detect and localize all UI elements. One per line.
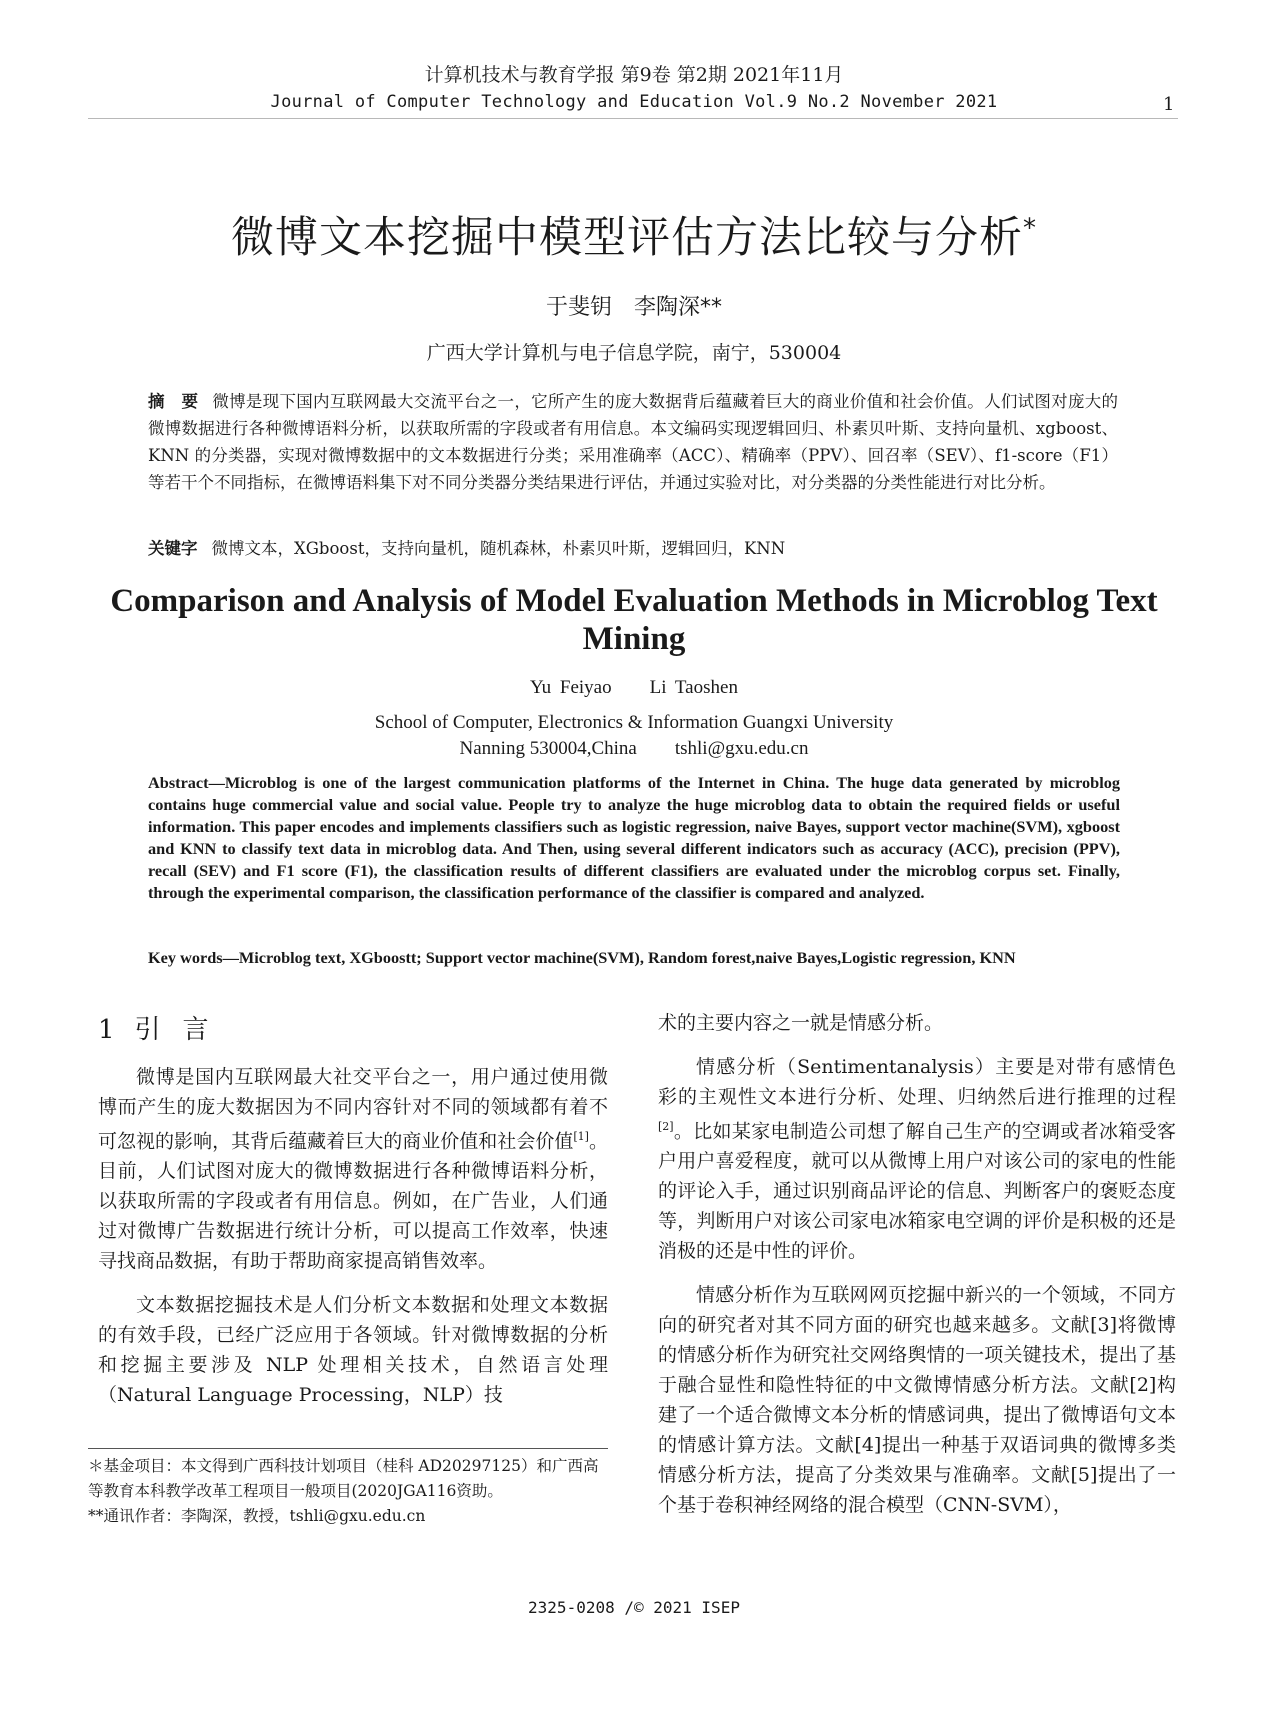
citation-ref: [2] — [658, 1120, 674, 1133]
keywords-cn-text: 微博文本，XGboost，支持向量机，随机森林，朴素贝叶斯，逻辑回归，KNN — [211, 539, 786, 558]
keywords-en: Key words—Microblog text, XGboostt; Support vector machine(SVM), Random forest,naive Bayes,Logistic regression, KNN — [148, 948, 1016, 967]
citation-ref: [1] — [573, 1130, 589, 1143]
body-left-column — [98, 1010, 608, 1424]
abstract-cn-text: 微博是现下国内互联网最大交流平台之一，它所产生的庞大数据背后蕴藏着巨大的商业价值和社会价值。人们试图对庞大的微博数据进行各种微博语料分析，以获取所需的字段或者有用信息。本文编码实现逻辑回归、朴素贝叶斯、支持向量机、xgboost、KNN 的分类器，实现对微博数据中的文本数据进行分类；采用准确率（ACC）、精确率（PPV）、回召率（SEV）、f1-score（F1）等若干个不同指标，在微博语料集下对不同分类器分类结果进行评估，并通过实验对比，对分类器的分类性能进行对比分析。 — [148, 392, 1119, 492]
paragraph-continued: 术的主要内容之一就是情感分析。 — [658, 1012, 944, 1034]
header-divider — [88, 118, 1178, 119]
paper-title-en: Comparison and Analysis of Model Evaluation Methods in Microblog Text Mining — [110, 583, 1158, 657]
abstract-cn-label: 摘 要 — [148, 392, 199, 411]
footnote-divider — [88, 1448, 608, 1449]
section-heading — [98, 1010, 608, 1050]
journal-header-en: Journal of Computer Technology and Education Vol.9 No.2 November 2021 — [270, 92, 998, 112]
page-number: 1 — [1163, 94, 1175, 115]
section-title: 引言 — [134, 1015, 231, 1045]
affiliation-en-line2: Nanning 530004,China tshli@gxu.edu.cn — [459, 738, 809, 759]
paragraph: 情感分析（Sentimentanalysis）主要是对带有感情色彩的主观性文本进行分析、处理、归纳然后进行推理的过程[2]。比如某家电制造公司想了解自己生产的空调或者冰箱受客户用户喜爱程度，就可以从微博上用户对该公司的家电的性能的评论入手，通过识别商品评论的信息、判断客户的褒贬态度等，判断用户对该公司家电冰箱家电空调的评价是积极的还是消极的还是中性的评价。 — [658, 1056, 1176, 1263]
title-footnote-mark: * — [1023, 213, 1037, 244]
footnotes — [88, 1454, 610, 1529]
keywords-cn-label: 关键字 — [148, 539, 198, 558]
abstract-en: Abstract—Microblog is one of the largest communication platforms of the Internet in China. The huge data generated by microblog contains huge commercial value and social value. People try to analyze the huge microblog data to obtain the required fields or useful information. This paper encodes and implements classifiers such as logistic regression, naive Bayes, support vector machine(SVM), xgboost and KNN to classify text data in microblog data. And Then, using several different indicators such as accuracy (ACC), precision (PPV), recall (SEV) and F1 score (F1), the classification results of different classifiers are evaluated under the microblog corpus set. Finally, through the experimental comparison, the classification performance of the classifier is compared and analyzed. — [148, 773, 1120, 902]
authors-cn: 于斐钥 李陶深** — [545, 295, 722, 320]
abstract-cn — [148, 388, 1118, 496]
body-right-column — [658, 1008, 1176, 1534]
journal-header-cn: 计算机技术与教育学报 第9卷 第2期 2021年11月 — [424, 64, 844, 86]
footnote-funding: ＊基金项目：本文得到广西科技计划项目（桂科 AD20297125）和广西高等教育本科教学改革工程项目一般项目(2020JGA116资助。 — [88, 1457, 599, 1500]
paragraph: 情感分析作为互联网网页挖掘中新兴的一个领域，不同方向的研究者对其不同方面的研究也越来越多。文献[3]将微博的情感分析作为研究社交网络舆情的一项关键技术，提出了基于融合显性和隐性特征的中文微博情感分析方法。文献[2]构建了一个适合微博文本分析的情感词典，提出了微博语句文本的情感计算方法。文献[4]提出一种基于双语词典的微博多类情感分析方法，提高了分类效果与准确率。文献[5]提出了一个基于卷积神经网络的混合模型（CNN-SVM）， — [658, 1284, 1176, 1517]
affiliation-en-line1: School of Computer, Electronics & Information Guangxi University — [374, 712, 894, 733]
paper-title-cn — [0, 204, 1268, 265]
section-number: 1 — [98, 1015, 115, 1045]
paragraph: 微博是国内互联网最大社交平台之一，用户通过使用微博而产生的庞大数据因为不同内容针对不同的领域都有着不可忽视的影响，其背后蕴藏着巨大的商业价值和社会价值[1]。目前，人们试图对庞大的微博数据进行各种微博语料分析，以获取所需的字段或者有用信息。例如，在广告业，人们通过对微博广告数据进行统计分析，可以提高工作效率，快速寻找商品数据，有助于帮助商家提高销售效率。 — [98, 1066, 608, 1273]
keywords-cn — [148, 535, 1118, 559]
affiliation-en — [0, 710, 1268, 762]
authors-en: Yu Feiyao Li Taoshen — [530, 677, 738, 698]
page-footer: 2325-0208 /© 2021 ISEP — [528, 1598, 740, 1617]
paper-title-cn-text: 微博文本挖掘中模型评估方法比较与分析 — [231, 213, 1023, 263]
paragraph: 文本数据挖掘技术是人们分析文本数据和处理文本数据的有效手段，已经广泛应用于各领域。针对微博数据的分析和挖掘主要涉及 NLP 处理相关技术，自然语言处理（Natural Language Processing，NLP）技 — [98, 1294, 608, 1407]
affiliation-cn: 广西大学计算机与电子信息学院，南宁，530004 — [426, 342, 842, 364]
footnote-corresponding-author: **通讯作者：李陶深，教授，tshli@gxu.edu.cn — [88, 1507, 426, 1525]
